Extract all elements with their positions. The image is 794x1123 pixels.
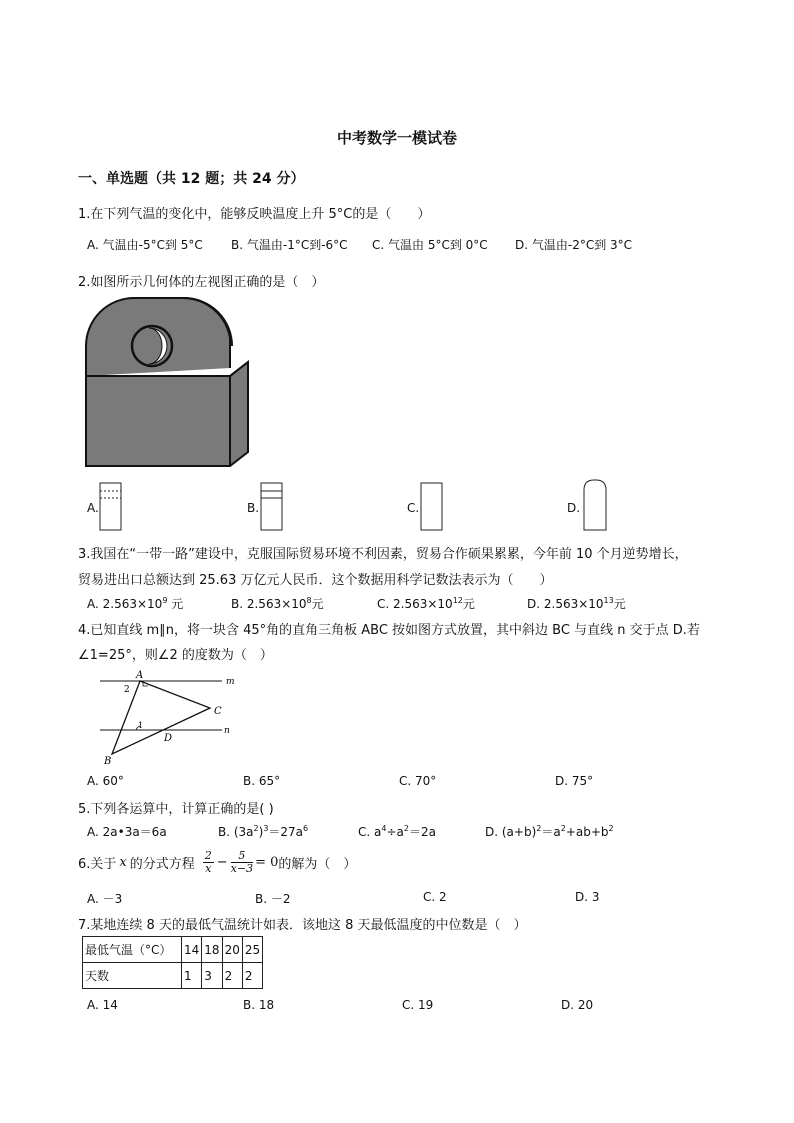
temperature-table bbox=[82, 936, 263, 989]
question-7-stem: 7.某地连续 8 天的最低气温统计如表．该地这 8 天最低温度的中位数是（ ） bbox=[78, 918, 527, 933]
table-header-temp: 最低气温（°C） bbox=[83, 937, 182, 963]
table-cell: 14 bbox=[182, 937, 202, 963]
table-cell: 25 bbox=[242, 937, 262, 963]
table-cell: 3 bbox=[202, 963, 222, 989]
label-b: B bbox=[104, 756, 112, 767]
table-cell: 20 bbox=[222, 937, 242, 963]
q3-option-b[interactable]: B. $2.563\times 10^8$元 bbox=[231, 596, 324, 611]
table-row bbox=[83, 937, 263, 963]
q2-option-d-letter[interactable]: D. bbox=[567, 501, 581, 515]
q2-option-b-view[interactable] bbox=[260, 482, 284, 532]
q4-option-b[interactable]: B. 65° bbox=[243, 774, 281, 788]
q6-option-c[interactable]: C. 2 bbox=[423, 890, 447, 904]
question-3-stem-line2: 贸易进出口总额达到 25.63 万亿元人民币．这个数据用科学记数法表示为（ ） bbox=[78, 573, 553, 588]
q2-option-a-letter[interactable]: A. bbox=[87, 501, 99, 515]
q2-option-b-letter[interactable]: B. bbox=[247, 501, 260, 515]
q2-option-c-view[interactable] bbox=[420, 482, 444, 532]
q2-option-c-letter[interactable]: C. bbox=[407, 501, 420, 515]
q4-option-c[interactable]: C. 70° bbox=[399, 774, 437, 788]
q5-option-b[interactable]: B. $(3a^2)^3=27a^6$ bbox=[218, 824, 309, 839]
q7-option-d[interactable]: D. 20 bbox=[561, 998, 594, 1012]
question-6-stem: 6.关于 x 的分式方程 $\frac{2}{x}$ − $\frac{5}{x-3}$ = 0 的解为（ ） bbox=[78, 848, 357, 875]
label-angle-2: 2 bbox=[124, 685, 130, 695]
table-cell: 2 bbox=[222, 963, 242, 989]
label-c: C bbox=[214, 706, 222, 717]
fraction-5-over-x-minus-3: $\frac{5}{x-3}$ bbox=[230, 848, 254, 875]
table-cell: 1 bbox=[182, 963, 202, 989]
label-n: n bbox=[224, 726, 230, 736]
q1-option-d[interactable]: D. 气温由-2°C到 3°C bbox=[515, 238, 633, 252]
q6-option-a[interactable]: A. －3 bbox=[87, 892, 123, 906]
label-angle-1: 1 bbox=[138, 721, 144, 730]
q7-option-c[interactable]: C. 19 bbox=[402, 998, 434, 1012]
q5-option-a[interactable]: A. 2a•3a＝6a bbox=[87, 825, 167, 839]
q1-option-c[interactable]: C. 气温由 5°C到 0°C bbox=[372, 238, 488, 252]
table-row bbox=[83, 963, 263, 989]
q5-option-d[interactable]: D. $(a+b)^2=a^2+ab+b^2$ bbox=[485, 824, 614, 839]
q4-option-d[interactable]: D. 75° bbox=[555, 774, 594, 788]
table-header-days: 天数 bbox=[83, 963, 182, 989]
q7-option-a[interactable]: A. 14 bbox=[87, 998, 118, 1012]
q4-triangle-figure bbox=[96, 668, 246, 768]
label-d: D bbox=[164, 733, 173, 744]
q2-solid-figure bbox=[82, 294, 252, 470]
q5-option-c[interactable]: C. $a^4\div a^2=2a$ bbox=[358, 824, 436, 839]
q2-option-a-view[interactable] bbox=[99, 482, 123, 532]
table-cell: 2 bbox=[242, 963, 262, 989]
q3-option-d[interactable]: D. $2.563\times 10^{13}$元 bbox=[527, 596, 626, 611]
label-m: m bbox=[226, 677, 235, 687]
q1-option-a[interactable]: A. 气温由-5°C到 5°C bbox=[87, 238, 203, 252]
q6-option-b[interactable]: B. －2 bbox=[255, 892, 291, 906]
fraction-2-over-x: $\frac{2}{x}$ bbox=[204, 848, 212, 875]
section-heading: 一、单选题（共 12 题；共 24 分） bbox=[78, 171, 305, 187]
q3-option-c[interactable]: C. $2.563\times 10^{12}$元 bbox=[377, 596, 475, 611]
q1-option-b[interactable]: B. 气温由-1°C到-6°C bbox=[231, 238, 348, 252]
question-1-stem: 1.在下列气温的变化中，能够反映温度上升 5°C的是（ ） bbox=[78, 207, 431, 222]
q3-option-a[interactable]: A. $2.563\times 10^9$ 元 bbox=[87, 596, 184, 611]
q4-option-a[interactable]: A. 60° bbox=[87, 774, 124, 788]
q2-option-d-view[interactable] bbox=[582, 478, 608, 532]
question-2-stem: 2.如图所示几何体的左视图正确的是（ ） bbox=[78, 275, 325, 290]
question-3-stem-line1: 3.我国在“一带一路”建设中，克服国际贸易环境不利因素，贸易合作硕果累累，今年前 10 个月逆势增长， bbox=[78, 547, 688, 562]
question-4-stem-line1: 4.已知直线 m∥n，将一块含 45°角的直角三角板 ABC 按如图方式放置，其中斜边 BC 与直线 n 交于点 D.若 bbox=[78, 623, 700, 638]
q6-option-d[interactable]: D. 3 bbox=[575, 890, 600, 904]
page-title: 中考数学一模试卷 bbox=[336, 129, 457, 147]
question-5-stem: 5.下列各运算中，计算正确的是( ) bbox=[78, 802, 274, 817]
table-cell: 18 bbox=[202, 937, 222, 963]
q7-option-b[interactable]: B. 18 bbox=[243, 998, 275, 1012]
label-a: A bbox=[136, 670, 144, 681]
question-4-stem-line2: ∠1=25°，则∠2 的度数为（ ） bbox=[78, 648, 273, 663]
